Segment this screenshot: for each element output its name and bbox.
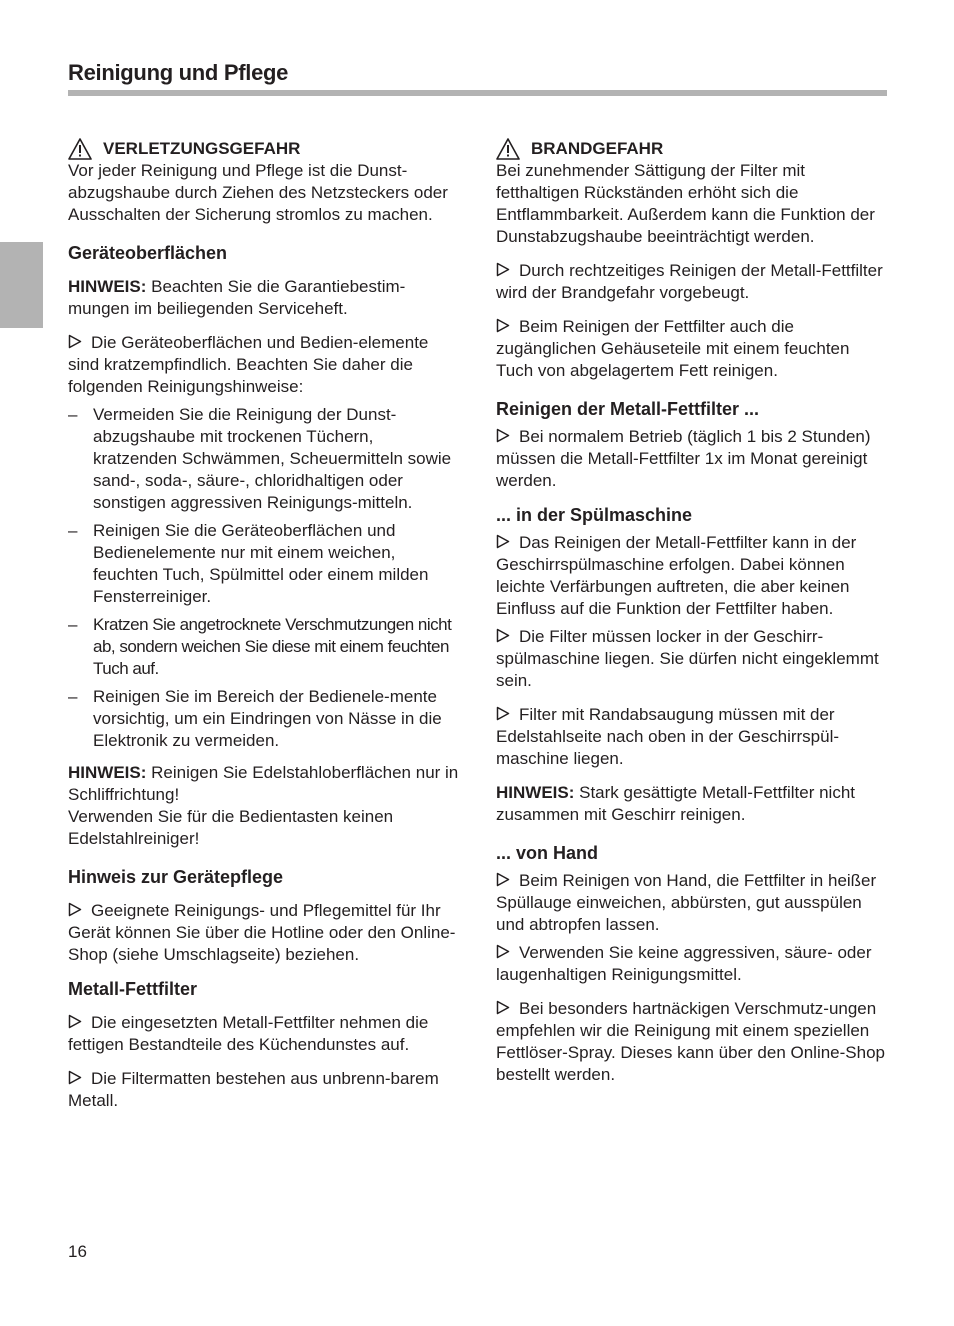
section-heading-grease-filter: Metall-Fettfilter bbox=[68, 979, 198, 999]
list-item: – Vermeiden Sie die Reinigung der Dunst-abzugshaube mit trockenen Tüchern, kratzenden Schwämmen, Scheuermitteln sowie sand-, soda-, säure-, chloridhaltigen oder sonstigen aggressiven Reinigungs-mitteln. bbox=[68, 404, 460, 514]
note-text: Reinigen Sie Edelstahloberflächen nur in Schliffrichtung! bbox=[68, 763, 459, 804]
injury-warning-text: Vor jeder Reinigung und Pflege ist die Dunst-abzugshaube durch Ziehen des Netzsteckers oder Ausschalten der Sicherung stromlos zu machen. bbox=[68, 161, 448, 224]
action-text: Bei besonders hartnäckigen Verschmutz-ungen empfehlen wir die Reinigung mit einem speziellen Fettlöser-Spray. Dieses kann über den Online-Shop bestellt werden. bbox=[496, 999, 885, 1084]
section-heading-clean-filter: Reinigen der Metall-Fettfilter ... bbox=[496, 399, 760, 419]
section-heading-surfaces: Geräteoberflächen bbox=[68, 243, 228, 263]
side-tab-marker bbox=[0, 242, 43, 328]
injury-warning-heading bbox=[68, 138, 460, 160]
dishwasher-note bbox=[496, 782, 888, 826]
dishwasher-action-2 bbox=[496, 626, 888, 692]
action-text: Geeignete Reinigungs- und Pflegemittel für Ihr Gerät können Sie über die Hotline oder den Online-Shop (siehe Umschlagseite) beziehen. bbox=[68, 901, 456, 964]
action-arrow-icon bbox=[496, 428, 509, 443]
stainless-note bbox=[68, 762, 460, 806]
note-label: HINWEIS: bbox=[68, 277, 147, 296]
note-text: Stark gesättigte Metall-Fettfilter nicht zusammen mit Geschirr reinigen. bbox=[496, 783, 855, 824]
action-arrow-icon bbox=[496, 944, 509, 959]
action-arrow-icon bbox=[68, 1014, 81, 1029]
action-arrow-icon bbox=[68, 902, 81, 917]
fire-warning-title: BRANDGEFAHR bbox=[531, 139, 664, 158]
by-hand-action-3 bbox=[496, 998, 888, 1086]
list-item: – Kratzen Sie angetrocknete Verschmutzungen nicht ab, sondern weichen Sie diese mit einem feuchten Tuch auf. bbox=[68, 614, 460, 680]
action-text: Die Filter müssen locker in der Geschirr-spülmaschine liegen. Sie dürfen nicht eingeklemmt sein. bbox=[496, 627, 879, 690]
left-column bbox=[68, 136, 460, 1112]
by-hand-action-2 bbox=[496, 942, 888, 986]
page-title: Reinigung und Pflege bbox=[68, 60, 289, 85]
surfaces-action bbox=[68, 332, 460, 398]
action-arrow-icon bbox=[496, 318, 509, 333]
stainless-note-continued: Verwenden Sie für die Bedientasten keinen Edelstahlreiniger! bbox=[68, 807, 394, 848]
action-text: Das Reinigen der Metall-Fettfilter kann in der Geschirrspülmaschine erfolgen. Dabei können leichte Verfärbungen auftreten, die aber keinen Einfluss auf die Funktion der Fettfilter haben. bbox=[496, 533, 857, 618]
cleaning-instructions-list bbox=[68, 404, 460, 752]
warning-triangle-icon bbox=[496, 138, 520, 160]
care-action bbox=[68, 900, 460, 966]
fire-warning-text: Bei zunehmender Sättigung der Filter mit fetthaltigen Rückständen erhöht sich die Entflammbarkeit. Außerdem kann die Funktion der Dunstabzugshaube beeinträchtigt werden. bbox=[496, 161, 875, 246]
action-arrow-icon bbox=[496, 706, 509, 721]
action-text: Filter mit Randabsaugung müssen mit der Edelstahlseite nach oben in der Geschirrspül-maschine liegen. bbox=[496, 705, 840, 768]
page-number: 16 bbox=[68, 1242, 87, 1261]
clean-filter-action bbox=[496, 426, 888, 492]
action-text: Durch rechtzeitiges Reinigen der Metall-Fettfilter wird der Brandgefahr vorgebeugt. bbox=[496, 261, 883, 302]
note-text: Beachten Sie die Garantiebestim-mungen im beiliegenden Serviceheft. bbox=[68, 277, 406, 318]
section-heading-dishwasher: ... in der Spülmaschine bbox=[496, 505, 693, 525]
action-arrow-icon bbox=[496, 872, 509, 887]
action-text: Die Filtermatten bestehen aus unbrenn-barem Metall. bbox=[68, 1069, 439, 1110]
action-text: Bei normalem Betrieb (täglich 1 bis 2 Stunden) müssen die Metall-Fettfilter 1x im Monat gereinigt werden. bbox=[496, 427, 871, 490]
grease-filter-action-2 bbox=[68, 1068, 460, 1112]
fire-action-2 bbox=[496, 316, 888, 382]
action-text: Verwenden Sie keine aggressiven, säure- oder laugenhaltigen Reinigungsmittel. bbox=[496, 943, 872, 984]
action-arrow-icon bbox=[496, 534, 509, 549]
list-item: – Reinigen Sie im Bereich der Bedienele-mente vorsichtig, um ein Eindringen von Nässe in die Elektronik zu vermeiden. bbox=[68, 686, 460, 752]
action-arrow-icon bbox=[496, 262, 509, 277]
action-arrow-icon bbox=[68, 334, 81, 349]
section-heading-by-hand: ... von Hand bbox=[496, 843, 599, 863]
by-hand-action-1 bbox=[496, 870, 888, 936]
surfaces-note bbox=[68, 276, 460, 320]
section-heading-care: Hinweis zur Gerätepflege bbox=[68, 867, 284, 887]
injury-warning-title: VERLETZUNGSGEFAHR bbox=[103, 139, 301, 158]
action-arrow-icon bbox=[496, 1000, 509, 1015]
action-arrow-icon bbox=[68, 1070, 81, 1085]
action-text: Die Geräteoberflächen und Bedien-elemente sind kratzempfindlich. Beachten Sie daher die folgenden Reinigungshinweise: bbox=[68, 333, 429, 396]
action-arrow-icon bbox=[496, 628, 509, 643]
fire-action-1 bbox=[496, 260, 888, 304]
right-column bbox=[496, 136, 888, 1086]
dishwasher-action-1 bbox=[496, 532, 888, 620]
action-text: Die eingesetzten Metall-Fettfilter nehmen die fettigen Bestandteile des Küchendunstes auf. bbox=[68, 1013, 429, 1054]
fire-warning-heading bbox=[496, 138, 888, 160]
title-rule bbox=[68, 90, 887, 96]
action-text: Beim Reinigen der Fettfilter auch die zugänglichen Gehäuseteile mit einem feuchten Tuch von abgelagertem Fett reinigen. bbox=[496, 317, 850, 380]
list-item: – Reinigen Sie die Geräteoberflächen und Bedienelemente nur mit einem weichen, feuchten Tuch, Spülmittel oder einem milden Fensterreiniger. bbox=[68, 520, 460, 608]
note-label: HINWEIS: bbox=[68, 763, 147, 782]
action-text: Beim Reinigen von Hand, die Fettfilter in heißer Spüllauge einweichen, abbürsten, gut ausspülen und abtropfen lassen. bbox=[496, 871, 877, 934]
warning-triangle-icon bbox=[68, 138, 92, 160]
dishwasher-action-3 bbox=[496, 704, 888, 770]
grease-filter-action-1 bbox=[68, 1012, 460, 1056]
note-label: HINWEIS: bbox=[496, 783, 575, 802]
